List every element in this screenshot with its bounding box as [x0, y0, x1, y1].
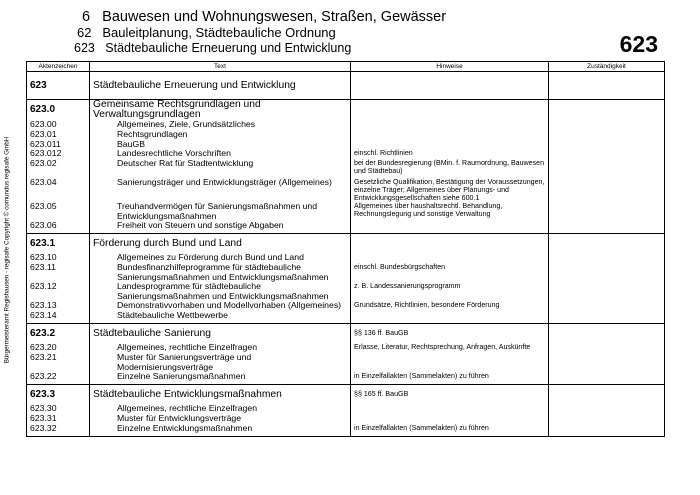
side-copyright-text: Bürgermeisteramt Regishausen - regisafe Copyright © comundus regisafe GmbH [3, 136, 11, 364]
group-responsibility [549, 72, 665, 100]
col-header-zustaendigkeit: Zuständigkeit [549, 62, 665, 72]
item-code: 623.012 [27, 149, 90, 159]
item-text: Landesprogramme für städtebauliche Sanierungsmaßnahmen und Entwicklungsmaßnahmen [90, 282, 351, 301]
item-text: BauGB [90, 140, 351, 150]
group-code-text: 623.1 [30, 237, 56, 249]
item-code: 623.04 [27, 178, 90, 203]
group-title-text: Gemeinsame Rechtsgrundlagen und Verwaltungsgrundlagen [93, 99, 261, 120]
side-copyright [2, 40, 12, 460]
item-text: Allgemeines, Ziele, Grundsätzliches [90, 120, 351, 130]
group-title [90, 72, 351, 100]
group-code [27, 100, 90, 120]
item-code: 623.05 [27, 202, 90, 221]
item-responsibility [549, 353, 665, 372]
group-title-text: Förderung durch Bund und Land [93, 237, 242, 249]
header-line-1-text: Bauwesen und Wohnungswesen, Straßen, Gewässer [102, 9, 447, 25]
item-text: Rechtsgrundlagen [90, 130, 351, 140]
group-hint [351, 233, 549, 253]
item-responsibility [549, 159, 665, 178]
page-code: 623 [619, 31, 658, 57]
item-responsibility [549, 372, 665, 384]
item-code: 623.10 [27, 253, 90, 263]
col-header-aktenzeichen: Aktenzeichen [27, 62, 90, 72]
table-row [27, 263, 665, 282]
item-text: Allgemeines zu Förderung durch Bund und Land [90, 253, 351, 263]
table-row [27, 159, 665, 178]
table-row [27, 353, 665, 372]
table-header-row [27, 62, 665, 72]
header-line-2 [77, 26, 336, 39]
item-text: Städtebauliche Wettbewerbe [90, 311, 351, 323]
item-code: 623.00 [27, 120, 90, 130]
item-text: Muster für Entwicklungsverträge [90, 414, 351, 424]
group-responsibility [549, 233, 665, 253]
group-responsibility [549, 100, 665, 120]
item-text: Muster für Sanierungsverträge und Modernisierungsverträge [90, 353, 351, 372]
item-text: Allgemeines, rechtliche Einzelfragen [90, 343, 351, 353]
group-row [27, 233, 665, 253]
table-row [27, 178, 665, 203]
group-code-text: 623.3 [30, 388, 56, 400]
item-text: Bundesfinanzhilfeprogramme für städtebauliche Sanierungsmaßnahmen und Entwicklungsmaßnahmen [90, 263, 351, 282]
header-line-1 [82, 10, 446, 25]
item-code: 623.20 [27, 343, 90, 353]
item-hint: Allgemeines über haushaltsrechtl. Behandlung, Rechnungslegung und sonstige Verwaltung [351, 202, 549, 221]
item-responsibility [549, 253, 665, 263]
item-hint [351, 130, 549, 140]
group-row [27, 384, 665, 404]
table-row [27, 221, 665, 233]
item-text: Einzelne Entwicklungsmaßnahmen [90, 424, 351, 436]
item-code: 623.14 [27, 311, 90, 323]
group-title [90, 384, 351, 404]
item-hint: z. B. Landessanierungsprogramm [351, 282, 549, 301]
item-code: 623.02 [27, 159, 90, 178]
item-responsibility [549, 120, 665, 130]
group-hint: §§ 136 ff. BauGB [351, 323, 549, 343]
group-hint [351, 100, 549, 120]
table-row [27, 130, 665, 140]
item-hint: Gesetzliche Qualifikation, Bestätigung der Voraussetzungen, einzelne Träger; Allgemeines über Planungs- und Entwicklungsgesellschaften siehe 600.1 [351, 178, 549, 203]
item-hint [351, 120, 549, 130]
item-code: 623.22 [27, 372, 90, 384]
group-code-text: 623.2 [30, 327, 56, 339]
item-hint: in Einzelfallakten (Sammelakten) zu führen [351, 424, 549, 436]
item-code: 623.06 [27, 221, 90, 233]
col-header-text: Text [90, 62, 351, 72]
group-title [90, 100, 351, 120]
table-body [27, 72, 665, 437]
group-title [90, 323, 351, 343]
item-hint [351, 414, 549, 424]
item-code: 623.12 [27, 282, 90, 301]
item-text: Deutscher Rat für Stadtentwicklung [90, 159, 351, 178]
group-row [27, 100, 665, 120]
item-hint [351, 140, 549, 150]
group-title-text: Städtebauliche Entwicklungsmaßnahmen [93, 388, 282, 400]
item-code: 623.31 [27, 414, 90, 424]
header-line-2-text: Bauleitplanung, Städtebauliche Ordnung [102, 25, 336, 40]
group-hint: §§ 165 ff. BauGB [351, 384, 549, 404]
item-hint: bei der Bundesregierung (BMin. f. Raumordnung, Bauwesen und Städtebau) [351, 159, 549, 178]
item-hint: einschl. Richtlinien [351, 149, 549, 159]
group-title-text: Städtebauliche Sanierung [93, 327, 211, 339]
item-responsibility [549, 263, 665, 282]
item-responsibility [549, 130, 665, 140]
item-responsibility [549, 414, 665, 424]
col-header-hinweise: Hinweise [351, 62, 549, 72]
group-responsibility [549, 384, 665, 404]
item-hint: in Einzelfallakten (Sammelakten) zu führen [351, 372, 549, 384]
item-responsibility [549, 221, 665, 233]
item-text: Allgemeines, rechtliche Einzelfragen [90, 404, 351, 414]
table-row [27, 202, 665, 221]
header-line-1-num: 6 [82, 9, 91, 25]
group-row [27, 72, 665, 100]
group-row [27, 323, 665, 343]
group-code [27, 72, 90, 100]
item-responsibility [549, 140, 665, 150]
header-line-2-num: 62 [77, 25, 92, 40]
item-responsibility [549, 178, 665, 203]
item-hint [351, 404, 549, 414]
header-line-3-text: Städtebauliche Erneuerung und Entwicklung [105, 41, 352, 55]
item-hint: einschl. Bundesbürgschaften [351, 263, 549, 282]
item-text: Treuhandvermögen für Sanierungsmaßnahmen und Entwicklungsmaßnahmen [90, 202, 351, 221]
item-text: Einzelne Sanierungsmaßnahmen [90, 372, 351, 384]
table-row [27, 120, 665, 130]
item-code: 623.21 [27, 353, 90, 372]
group-code-text: 623.0 [30, 104, 56, 115]
item-responsibility [549, 301, 665, 311]
item-code: 623.30 [27, 404, 90, 414]
group-title [90, 233, 351, 253]
item-code: 623.01 [27, 130, 90, 140]
table-row [27, 424, 665, 436]
item-hint [351, 311, 549, 323]
group-code [27, 384, 90, 404]
item-responsibility [549, 424, 665, 436]
group-code [27, 233, 90, 253]
table-row [27, 372, 665, 384]
item-text: Landesrechtliche Vorschriften [90, 149, 351, 159]
group-hint [351, 72, 549, 100]
item-code: 623.11 [27, 263, 90, 282]
item-hint [351, 253, 549, 263]
item-responsibility [549, 202, 665, 221]
item-text: Sanierungsträger und Entwicklungsträger (Allgemeines) [90, 178, 351, 203]
table-row [27, 311, 665, 323]
item-responsibility [549, 311, 665, 323]
header-line-3 [74, 42, 351, 55]
group-code [27, 323, 90, 343]
item-hint: Erlasse, Literatur, Rechtsprechung, Anfragen, Auskünfte [351, 343, 549, 353]
table-row [27, 282, 665, 301]
item-text: Demonstrativvorhaben und Modellvorhaben (Allgemeines) [90, 301, 351, 311]
item-responsibility [549, 282, 665, 301]
item-code: 623.13 [27, 301, 90, 311]
item-text: Freiheit von Steuern und sonstige Abgaben [90, 221, 351, 233]
item-responsibility [549, 404, 665, 414]
group-title-text: Städtebauliche Erneuerung und Entwicklung [93, 79, 296, 91]
group-code-text: 623 [30, 79, 47, 91]
group-responsibility [549, 323, 665, 343]
item-responsibility [549, 343, 665, 353]
item-hint: Grundsätze, Richtlinien, besondere Förderung [351, 301, 549, 311]
item-code: 623.32 [27, 424, 90, 436]
item-responsibility [549, 149, 665, 159]
header-line-3-num: 623 [74, 41, 95, 55]
item-hint [351, 353, 549, 372]
register-table [26, 61, 665, 437]
item-hint [351, 221, 549, 233]
item-code: 623.011 [27, 140, 90, 150]
